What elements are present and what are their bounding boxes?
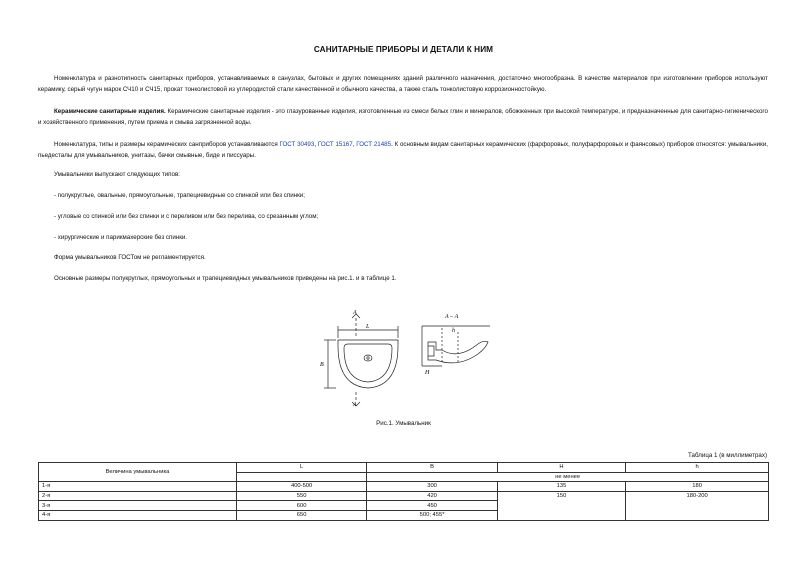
cell-b: 450 (367, 501, 497, 511)
cell-b: 420 (367, 491, 497, 501)
standards-text-b: . К основным видам санитарных керамических (фарфоровых, полуфарфоровых и фаянсовых) приборов относятся: умывальники, пьедесталы для умывальников, унитазы, бачки смывные, биде и писсуары. (38, 141, 768, 159)
cell-size: 1-я (39, 482, 237, 492)
cell-h-lower: 180 (626, 482, 769, 492)
list-item-type-3: - хирургические и парикмахерские без спинки. (54, 234, 188, 241)
gost-15167-link[interactable]: ГОСТ 15167 (317, 141, 353, 148)
washbasin-figure (318, 302, 498, 407)
cell-h-upper: 150 (497, 491, 625, 520)
table-header-row (39, 463, 769, 473)
cell-l: 400-500 (236, 482, 366, 492)
gost-30493-link[interactable]: ГОСТ 30493 (279, 141, 315, 148)
subheader-empty (236, 472, 366, 482)
cell-b: 500; 455* (367, 510, 497, 520)
standards-text-a: Номенклатура, типы и размеры керамических санприборов устанавливаются (54, 141, 280, 148)
dimension-l-label: L (366, 324, 370, 330)
ceramic-text: Керамические санитарные изделия - это глазурованные изделия, изготовленные из смеси белых глин и минералов, обожженных при высокой температуре, и предназначенные для санитарно-гигиенического и хозяйственного применения, путем приема и смыва загрязненной воды. (38, 108, 768, 126)
header-h-lower: h (626, 463, 769, 473)
dimension-h-label: h (452, 328, 455, 334)
cell-size: 4-я (39, 510, 237, 520)
section-label-a: А (353, 310, 357, 316)
paragraph-form: Форма умывальников ГОСТом не регламентируется. (54, 254, 206, 261)
header-h-upper: H (497, 463, 625, 473)
paragraph-sizes: Основные размеры полукруглых, прямоугольных и трапециевидных умывальников приведены на рис.1. и в таблице 1. (54, 275, 397, 282)
list-item-type-2: - угловые со спинкой или без спинки и с переливом или без перелива, со срезанным углом; (54, 213, 319, 220)
cell-h-upper: 135 (497, 482, 625, 492)
dimension-b-label: B (320, 362, 324, 368)
separator: , (314, 141, 318, 148)
subheader-min: не менее (367, 472, 769, 482)
gost-21485-link[interactable]: ГОСТ 21485 (356, 141, 392, 148)
cell-h-lower: 180-200 (626, 491, 769, 520)
separator: , (352, 141, 357, 148)
cell-l: 600 (236, 501, 366, 511)
paragraph-ceramic (38, 106, 768, 128)
cell-l: 650 (236, 510, 366, 520)
section-label-a-bottom: А (353, 402, 357, 407)
header-l: L (236, 463, 366, 473)
table-caption: Таблица 1 (в миллиметрах) (688, 452, 767, 459)
cell-l: 550 (236, 491, 366, 501)
paragraph-intro: Номенклатура и разнотипность санитарных приборов, устанавливаемых в санузлах, бытовых и других помещениях зданий различного назначения, достаточно многообразна. В качестве материалов при изготовлении приборов используют керамику, серый чугун марок СЧ10 и СЧ15, прокат тонколистовой из углеродистой стали качественной и обычного качества, а также сталь тонколистовую коррозионностойкую. (38, 75, 768, 93)
table-row (39, 482, 769, 492)
washbasin-drawing (318, 302, 498, 407)
cell-b: 300 (367, 482, 497, 492)
cell-size: 3-я (39, 501, 237, 511)
table-row (39, 491, 769, 501)
cell-size: 2-я (39, 491, 237, 501)
dimensions-table (38, 462, 769, 521)
paragraph-types-intro: Умывальники выпускают следующих типов: (54, 171, 180, 178)
ceramic-heading: Керамические санитарные изделия. (54, 108, 166, 115)
header-b: B (367, 463, 497, 473)
header-size: Величина умывальника (39, 463, 237, 482)
section-title-label: А – А (445, 314, 459, 320)
figure-caption: Рис.1. Умывальник (376, 420, 431, 427)
paragraph-standards (38, 139, 768, 161)
list-item-type-1: - полукруглые, овальные, прямоугольные, трапециевидные со спинкой или без спинки; (54, 192, 305, 199)
page-title: САНИТАРНЫЕ ПРИБОРЫ И ДЕТАЛИ К НИМ (313, 45, 494, 54)
dimension-height-label: H (425, 370, 430, 376)
